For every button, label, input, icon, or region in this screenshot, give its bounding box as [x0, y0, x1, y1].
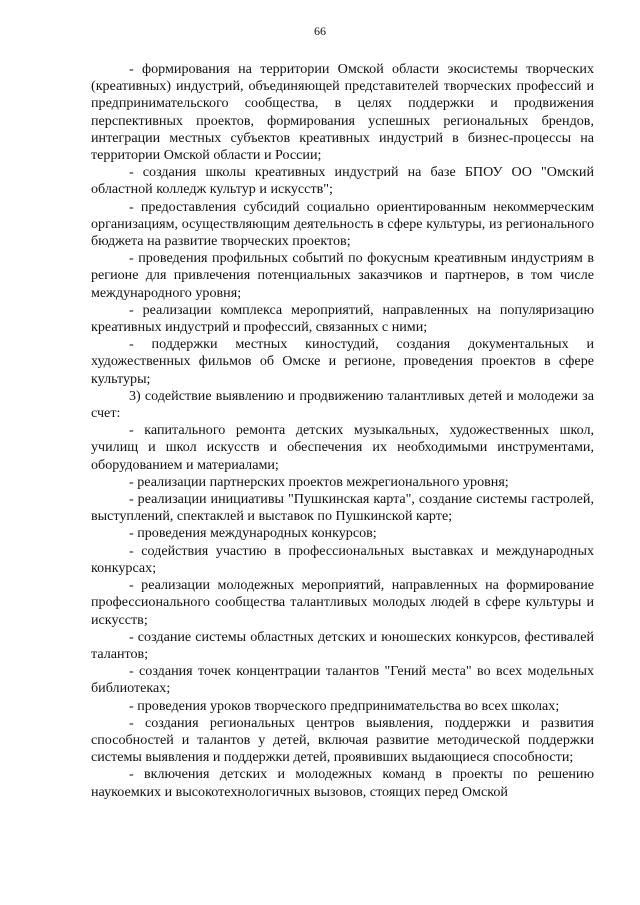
document-body — [91, 61, 594, 801]
paragraph-regional-centers: - создания региональных центров выявления, поддержки и развития способностей и талантов у детей, включая развитие методической поддержки системы выявления и поддержки детей, проявивших выдающиеся способности; — [91, 714, 594, 766]
paragraph-contest-system: - создание системы областных детских и юношеских конкурсов, фестивалей талантов; — [91, 628, 594, 662]
paragraph-youth-events: - реализации молодежных мероприятий, направленных на формирование профессионального сообщества талантливых молодых людей в сфере культуры и искусств; — [91, 577, 594, 628]
paragraph-popularization: - реализации комплекса мероприятий, направленных на популяризацию креативных индустрий и профессий, связанных с ними; — [91, 301, 594, 336]
paragraph-subsidies: - предоставления субсидий социально ориентированным некоммерческим организациям, осуществляющим деятельность в сфере культуры, из регионального бюджета на развитие творческих проектов; — [91, 198, 594, 250]
paragraph-youth-teams: - включения детских и молодежных команд в проекты по решению наукоемких и высокотехнологичных вызовов, стоящих перед Омской — [91, 766, 594, 800]
paragraph-entrepreneurship-lessons: - проведения уроков творческого предпринимательства во всех школах; — [129, 697, 560, 714]
paragraph-creative-school: - создания школы креативных индустрий на базе БПОУ ОО "Омский областной колледж культур и искусств"; — [91, 164, 594, 198]
page-number: 66 — [314, 24, 326, 38]
paragraph-talent-support-heading: 3) содействие выявлению и продвижению талантливых детей и молодежи за счет: — [91, 387, 594, 422]
paragraph-ecosystem: - формирования на территории Омской области экосистемы творческих (креативных) индустрий, объединяющей представителей творческих профессий и предпринимательского сообщества, в целях поддержки и продвижения перспективных проектов, формирования успешных региональных брендов, интеграции местных субъектов креативных индустрий в бизнес-процессы на территории Омской области и России; — [91, 61, 594, 164]
paragraph-events: - проведения профильных событий по фокусным креативным индустриям в регионе для привлечения потенциальных заказчиков и партнеров, в том числе международного уровня; — [91, 250, 594, 301]
paragraph-school-renovation: - капитального ремонта детских музыкальных, художественных школ, училищ и школ искусств и обеспечения их необходимыми инструментами, оборудованием и материалами; — [91, 422, 594, 473]
paragraph-exhibitions: - содействия участию в профессиональных выставках и международных конкурсах; — [91, 542, 594, 576]
paragraph-film-studios: - поддержки местных киностудий, создания документальных и художественных фильмов об Омске и регионе, проведения проектов в сфере культуры; — [91, 336, 594, 387]
paragraph-genius-loci: - создания точек концентрации талантов "Гений места" во всех модельных библиотеках; — [91, 663, 594, 697]
paragraph-pushkin-card: - реализации инициативы "Пушкинская карта", создание системы гастролей, выступлений, спектаклей и выставок по Пушкинской карте; — [91, 491, 594, 525]
paragraph-partner-projects: - реализации партнерских проектов межрегионального уровня; — [129, 473, 509, 490]
paragraph-international-contests: - проведения международных конкурсов; — [129, 525, 377, 542]
